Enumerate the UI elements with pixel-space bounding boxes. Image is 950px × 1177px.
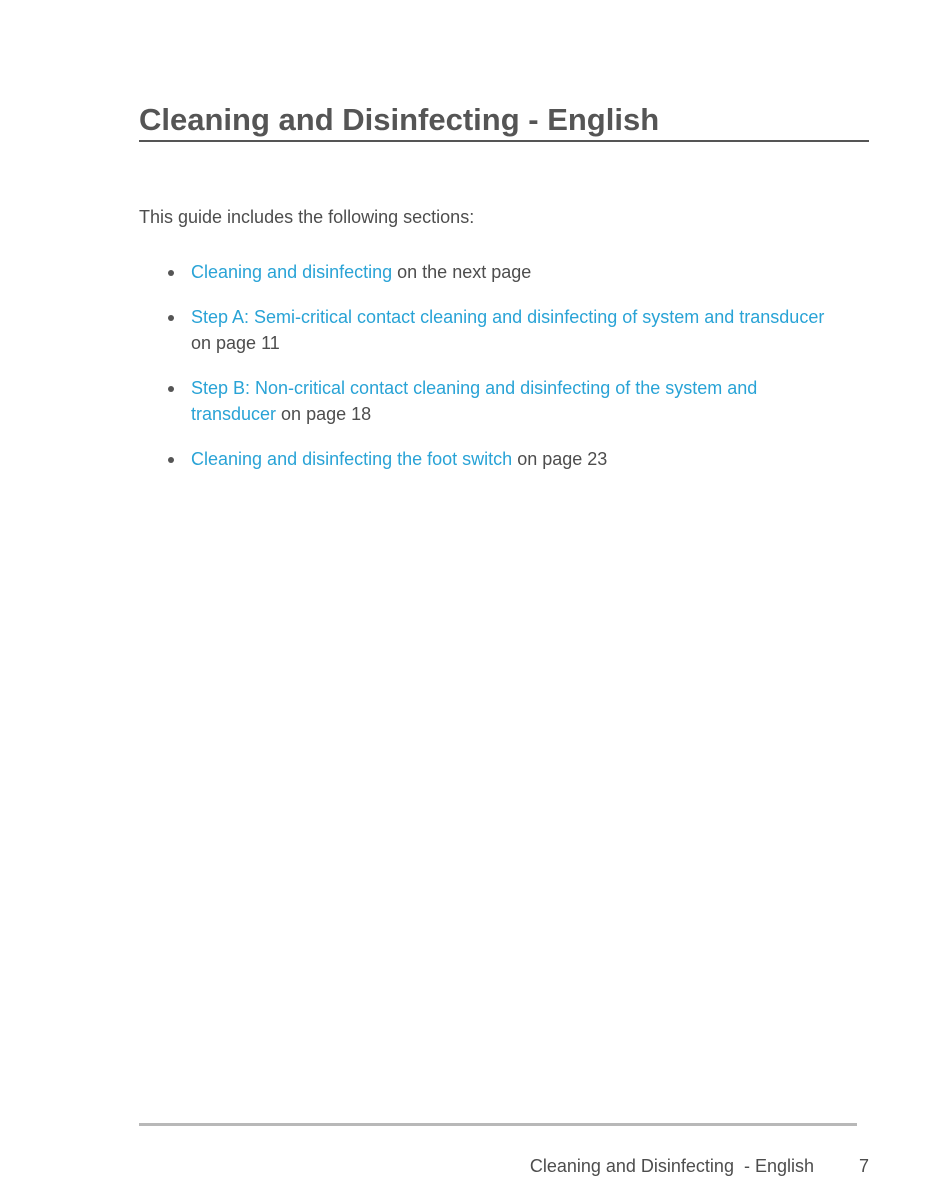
- footer-divider: [139, 1123, 857, 1126]
- section-link-step-b[interactable]: Step B: Non-critical contact cleaning and disinfecting of the system and transducer: [191, 378, 758, 424]
- list-item: [139, 259, 839, 285]
- section-link-foot-switch[interactable]: Cleaning and disinfecting the foot switch: [191, 449, 513, 469]
- page-number: 7: [858, 1156, 869, 1176]
- list-item: [139, 304, 839, 356]
- section-page-ref: on the next page: [392, 262, 532, 282]
- footer-title: Cleaning and Disinfecting - English: [529, 1156, 814, 1176]
- bullet-icon: [168, 457, 174, 463]
- intro-text: This guide includes the following sections:: [139, 207, 475, 227]
- section-list: [139, 259, 839, 491]
- section-link-step-a[interactable]: Step A: Semi-critical contact cleaning and disinfecting of system and transducer: [191, 307, 825, 327]
- bullet-icon: [168, 315, 174, 321]
- section-link-cleaning-and-disinfecting[interactable]: Cleaning and disinfecting: [191, 262, 393, 282]
- bullet-icon: [168, 386, 174, 392]
- section-page-ref: on page 18: [276, 404, 372, 424]
- section-page-ref: on page 23: [512, 449, 608, 469]
- bullet-icon: [168, 270, 174, 276]
- list-item: [139, 446, 839, 472]
- list-item: [139, 375, 839, 427]
- section-page-ref: on page 11: [191, 333, 280, 353]
- page-title: Cleaning and Disinfecting - English: [139, 100, 869, 142]
